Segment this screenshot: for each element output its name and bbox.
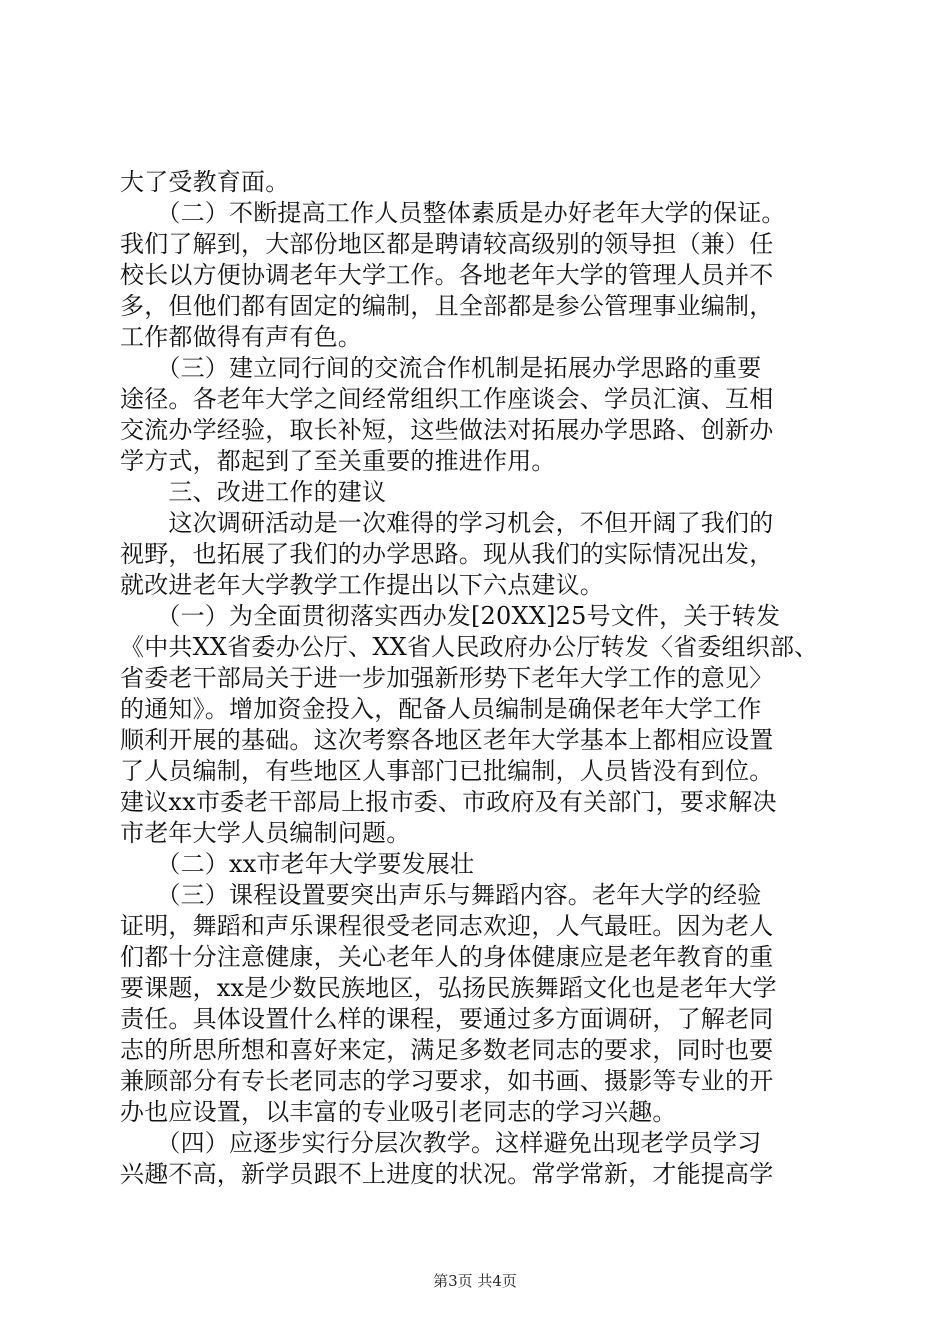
text-line: 《中共XX省委办公厅、XX省人民政府办公厅转发〈省委组织部、 <box>120 633 819 661</box>
text-line: 证明，舞蹈和声乐课程很受老同志欢迎，人气最旺。因为老人 <box>120 912 774 940</box>
text-line: 视野，也拓展了我们的办学思路。现从我们的实际情况出发， <box>120 540 774 568</box>
text-line: 建议xx市委老干部局上报市委、市政府及有关部门，要求解决 <box>120 788 777 816</box>
text-line: 大了受教育面。 <box>120 168 290 196</box>
text-line: 顺利开展的基础。这次考察各地区老年大学基本上都相应设置 <box>120 726 774 754</box>
text-line: 就改进老年大学教学工作提出以下六点建议。 <box>120 571 604 599</box>
text-line: （一）为全面贯彻落实西办发[20XX]25号文件，关于转发 <box>120 602 781 630</box>
text-line: 途径。各老年大学之间经常组织工作座谈会、学员汇演、互相 <box>120 385 774 413</box>
text-line: 要课题，xx是少数民族地区，弘扬民族舞蹈文化也是老年大学 <box>120 974 777 1002</box>
text-line: （三）建立同行间的交流合作机制是拓展办学思路的重要 <box>120 354 762 382</box>
text-line: 省委老干部局关于进一步加强新形势下老年大学工作的意见〉 <box>120 664 774 692</box>
text-line: （四）应逐步实行分层次教学。这样避免出现老学员学习 <box>120 1129 762 1157</box>
text-line: 兼顾部分有专长老同志的学习要求，如书画、摄影等专业的开 <box>120 1067 774 1095</box>
text-line: 我们了解到，大部份地区都是聘请较高级别的领导担（兼）任 <box>120 230 774 258</box>
text-line: 办也应设置，以丰富的专业吸引老同志的学习兴趣。 <box>120 1098 677 1126</box>
text-line: 的通知》。增加资金投入，配备人员编制是确保老年大学工作 <box>120 695 762 723</box>
document-body <box>120 167 840 1190</box>
text-line: 责任。具体设置什么样的课程，要通过多方面调研，了解老同 <box>120 1005 774 1033</box>
text-line: 市老年大学人员编制问题。 <box>120 819 411 847</box>
text-line: 这次调研活动是一次难得的学习机会，不但开阔了我们的 <box>120 509 774 537</box>
text-line: 兴趣不高，新学员跟不上进度的状况。常学常新，才能提高学 <box>120 1160 774 1188</box>
text-line: 志的所思所想和喜好来定，满足多数老同志的要求，同时也要 <box>120 1036 774 1064</box>
text-line: （二）xx市老年大学要发展壮 <box>120 850 475 878</box>
text-line: （二）不断提高工作人员整体素质是办好老年大学的保证。 <box>120 199 786 227</box>
text-line: 多，但他们都有固定的编制，且全部都是参公管理事业编制， <box>120 292 774 320</box>
text-line: 交流办学经验，取长补短，这些做法对拓展办学思路、创新办 <box>120 416 774 444</box>
text-line: （三）课程设置要突出声乐与舞蹈内容。老年大学的经验 <box>120 881 762 909</box>
text-line: 们都十分注意健康，关心老年人的身体健康应是老年教育的重 <box>120 943 774 971</box>
text-line: 了人员编制，有些地区人事部门已批编制，人员皆没有到位。 <box>120 757 774 785</box>
text-line: 工作都做得有声有色。 <box>120 323 362 351</box>
text-line: 校长以方便协调老年大学工作。各地老年大学的管理人员并不 <box>120 261 774 289</box>
text-line: 学方式，都起到了至关重要的推进作用。 <box>120 447 556 475</box>
text-line: 三、改进工作的建议 <box>120 478 387 506</box>
page-footer: 第3页 共4页 <box>433 1272 517 1290</box>
